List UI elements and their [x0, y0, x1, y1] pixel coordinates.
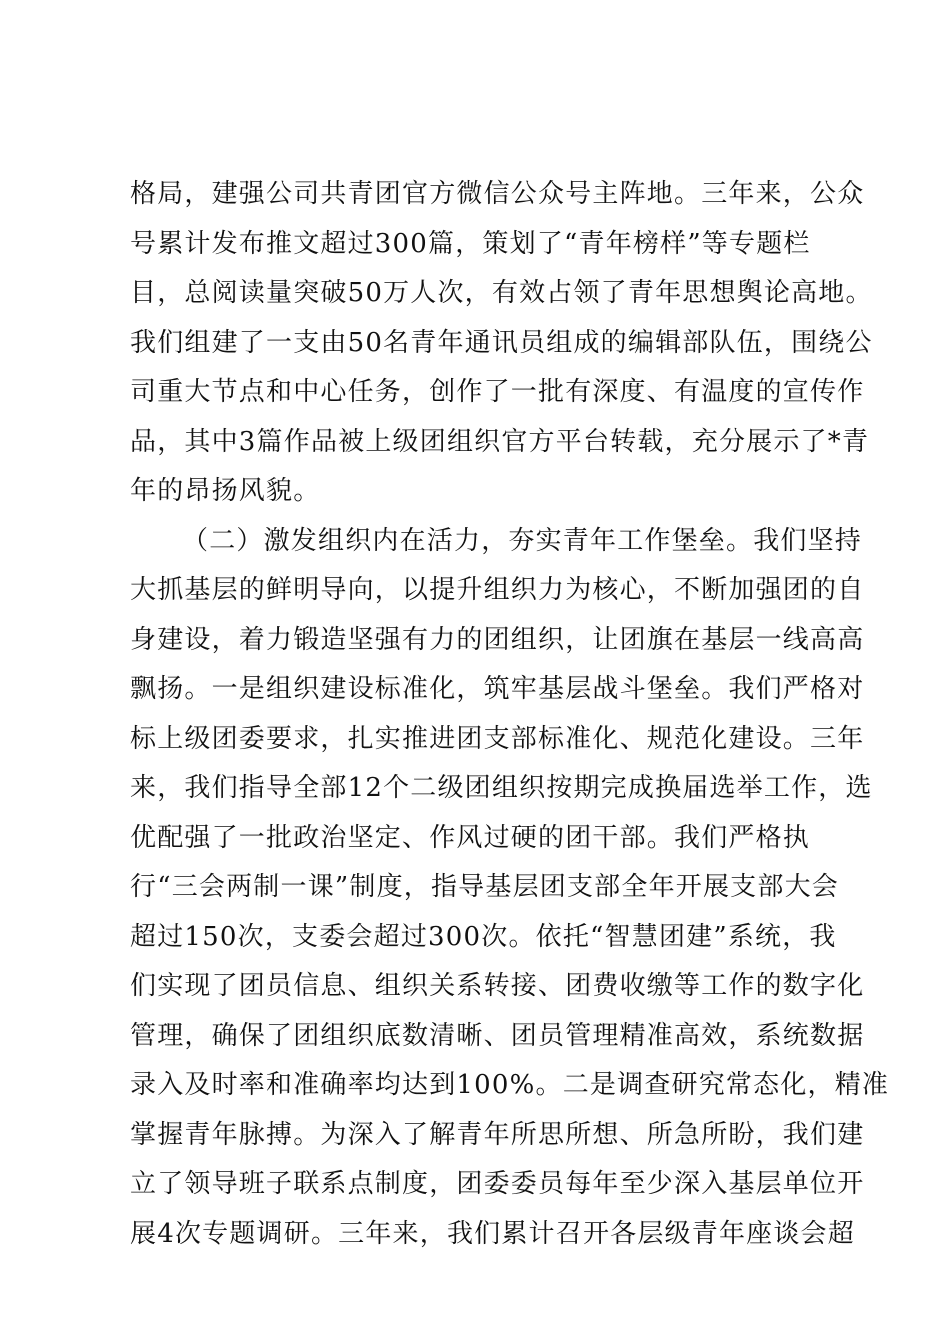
- text-line: 们实现了团员信息、组织关系转接、团费收缴等工作的数字化: [130, 971, 865, 1001]
- text-line: 超过150次，支委会超过300次。依托“智慧团建”系统，我: [130, 921, 837, 952]
- text-line: 品，其中3篇作品被上级团组织官方平台转载，充分展示了*青: [130, 426, 870, 457]
- text-line: 管理，确保了团组织底数清晰、团员管理精准高效，系统数据: [130, 1020, 865, 1051]
- text-line: 来，我们指导全部12个二级团组织按期完成换届选举工作，选: [130, 773, 873, 803]
- text-line: 标上级团委要求，扎实推进团支部标准化、规范化建设。三年: [130, 723, 865, 754]
- text-line: 年的昂扬风貌。: [130, 476, 321, 506]
- section-heading-line: （二）激发组织内在活力，夯实青年工作堡垒。我们坚持: [182, 525, 863, 556]
- text-line: 大抓基层的鲜明导向，以提升组织力为核心，不断加强团的自: [130, 575, 865, 605]
- text-line: 号累计发布推文超过300篇，策划了“青年榜样”等专题栏: [130, 228, 811, 259]
- text-line: 身建设，着力锻造坚强有力的团组织，让团旗在基层一线高高: [130, 624, 865, 655]
- text-line: 我们组建了一支由50名青年通讯员组成的编辑部队伍，围绕公: [130, 327, 873, 358]
- body-text: [130, 170, 890, 1259]
- text-line: 格局，建强公司共青团官方微信公众号主阵地。三年来，公众: [130, 179, 865, 209]
- text-line: 行“三会两制一课”制度，指导基层团支部全年开展支部大会: [130, 872, 839, 902]
- text-line: 掌握青年脉搏。为深入了解青年所思所想、所急所盼，我们建: [130, 1119, 865, 1150]
- text-line: 录入及时率和准确率均达到100%。二是调查研究常态化，精准: [130, 1070, 890, 1100]
- text-line: 立了领导班子联系点制度，团委委员每年至少深入基层单位开: [130, 1169, 865, 1199]
- text-line: 展4次专题调研。三年来，我们累计召开各层级青年座谈会超: [130, 1218, 855, 1249]
- text-line: 司重大节点和中心任务，创作了一批有深度、有温度的宣传作: [130, 377, 865, 407]
- text-line: 飘扬。一是组织建设标准化，筑牢基层战斗堡垒。我们严格对: [130, 674, 865, 704]
- text-line: 优配强了一批政治坚定、作风过硬的团干部。我们严格执: [130, 822, 811, 853]
- text-line: 目，总阅读量突破50万人次，有效占领了青年思想舆论高地。: [130, 278, 873, 308]
